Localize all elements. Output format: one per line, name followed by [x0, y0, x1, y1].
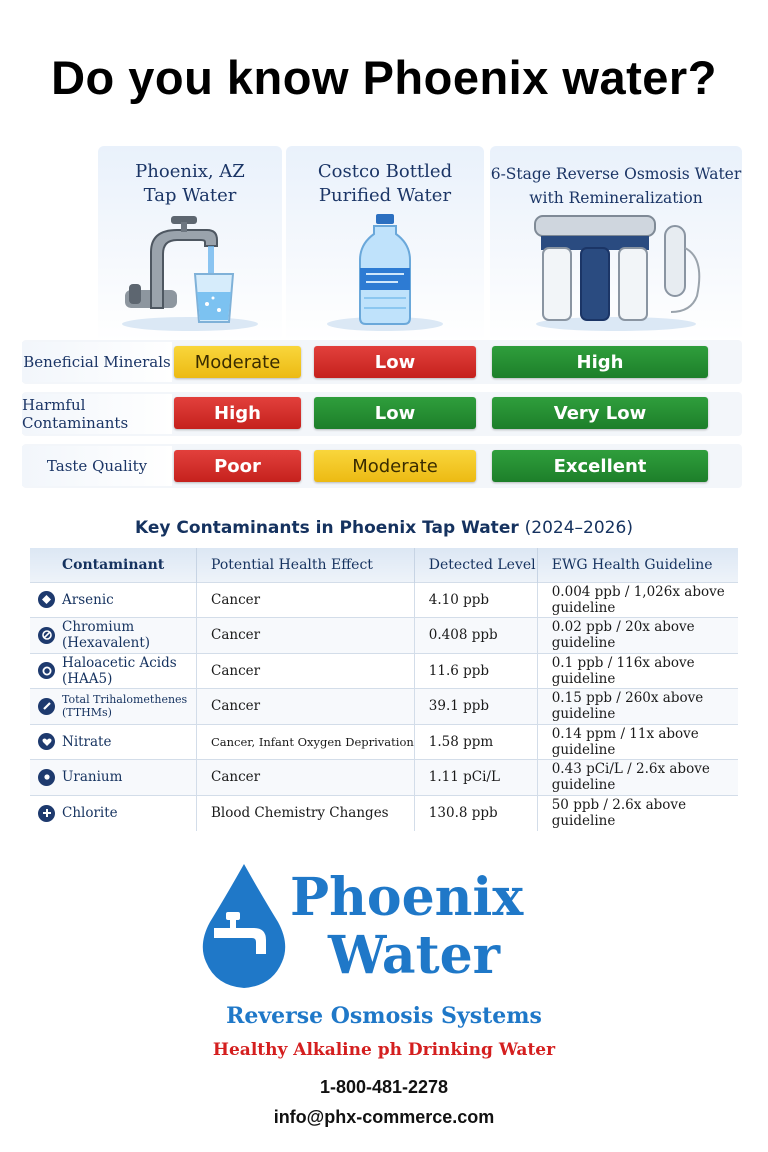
table-title	[0, 518, 768, 538]
table-title-text: Key Contaminants in Phoenix Tap Water	[135, 518, 519, 538]
detected-level: 130.8 ppb	[414, 795, 537, 831]
table-row	[30, 618, 738, 654]
ewg-guideline: 0.15 ppb / 260x above guideline	[537, 689, 738, 725]
column-header: Potential Health Effect	[197, 548, 415, 582]
ewg-guideline: 50 ppb / 2.6x above guideline	[537, 795, 738, 831]
ring-icon	[38, 662, 55, 679]
detected-level: 11.6 ppb	[414, 653, 537, 689]
table-row	[30, 653, 738, 689]
heart-icon	[38, 733, 55, 750]
email-address[interactable]: info@phx-commerce.com	[273, 1107, 495, 1127]
detected-level: 1.11 pCi/L	[414, 760, 537, 796]
column-title-line1: 6-Stage Reverse Osmosis Water	[490, 165, 742, 183]
table-header-row	[30, 548, 738, 582]
health-effect: Cancer	[197, 760, 415, 796]
detected-level: 1.58 ppm	[414, 724, 537, 760]
rating-pill: High	[174, 397, 301, 429]
health-effect: Blood Chemistry Changes	[197, 795, 415, 831]
rating-pill: Moderate	[314, 450, 476, 482]
table-row	[30, 689, 738, 725]
column-title-line2: Purified Water	[318, 185, 452, 206]
dot-icon	[38, 769, 55, 786]
column-title-line2: Tap Water	[143, 185, 237, 206]
plus-icon	[38, 805, 55, 822]
phone-number[interactable]: 1-800-481-2278	[319, 1077, 449, 1097]
detected-level: 0.408 ppb	[414, 618, 537, 654]
brand-name-line1: Phoenix	[290, 867, 524, 928]
health-effect: Cancer, Infant Oxygen Deprivation	[197, 724, 415, 760]
contaminant-name: Nitrate	[62, 733, 112, 750]
ewg-guideline: 0.43 pCi/L / 2.6x above guideline	[537, 760, 738, 796]
table-row	[30, 582, 738, 618]
slash-circle-icon	[38, 698, 55, 715]
health-effect: Cancer	[197, 653, 415, 689]
column-bottled-water	[286, 146, 484, 342]
brand-name-line2: Water	[328, 925, 501, 986]
rating-pill: Low	[314, 397, 476, 429]
ewg-guideline: 0.14 ppm / 11x above guideline	[537, 724, 738, 760]
rating-pill: High	[492, 346, 708, 378]
water-drop-faucet-icon	[200, 862, 288, 990]
ewg-guideline: 0.1 ppb / 116x above guideline	[537, 653, 738, 689]
faucet-icon	[98, 212, 282, 332]
rating-pill: Moderate	[174, 346, 301, 378]
slash-circle-icon	[38, 627, 55, 644]
column-tap-water	[98, 146, 282, 342]
rating-pill: Excellent	[492, 450, 708, 482]
row-label: Beneficial Minerals	[22, 342, 172, 382]
row-label: Harmful Contaminants	[22, 394, 172, 434]
column-header: Detected Level	[414, 548, 537, 582]
brand-logo	[196, 862, 576, 992]
contaminants-table	[30, 548, 738, 831]
contaminant-name: Chlorite	[62, 805, 118, 821]
column-title-line1: Phoenix, AZ	[135, 161, 245, 182]
table-row	[30, 724, 738, 760]
column-ro-water	[490, 146, 742, 342]
brand-subtagline: Healthy Alkaline ph Drinking Water	[212, 1040, 556, 1060]
headline: Do you know Phoenix water?	[51, 51, 717, 104]
column-header: EWG Health Guideline	[537, 548, 738, 582]
ro-filter-system-icon	[490, 208, 742, 332]
detected-level: 39.1 ppb	[414, 689, 537, 725]
contaminant-name: Haloacetic Acids (HAA5)	[62, 654, 177, 687]
rating-pill: Very Low	[492, 397, 708, 429]
health-effect: Cancer	[197, 618, 415, 654]
ewg-guideline: 0.02 ppb / 20x above guideline	[537, 618, 738, 654]
column-title-line1: Costco Bottled	[317, 161, 453, 182]
water-bottle-icon	[286, 212, 484, 332]
table-title-years: (2024–2026)	[524, 518, 633, 538]
contaminant-name: Total Trihalomethenes (TTHMs)	[62, 693, 188, 720]
rating-pill: Low	[314, 346, 476, 378]
table-row	[30, 760, 738, 796]
row-label: Taste Quality	[22, 446, 172, 486]
rating-pill: Poor	[174, 450, 301, 482]
column-header: Contaminant	[30, 548, 197, 582]
contaminant-name: Uranium	[62, 769, 123, 786]
contaminant-name: Chromium (Hexavalent)	[62, 619, 151, 652]
column-title-line2: with Remineralization	[529, 189, 703, 207]
table-row	[30, 795, 738, 831]
ewg-guideline: 0.004 ppb / 1,026x above guideline	[537, 582, 738, 618]
detected-level: 4.10 ppb	[414, 582, 537, 618]
contaminant-name: Arsenic	[62, 591, 114, 608]
health-effect: Cancer	[197, 582, 415, 618]
comparison-section	[22, 140, 742, 490]
brand-tagline: Reverse Osmosis Systems	[226, 1003, 542, 1029]
diamond-icon	[38, 591, 55, 608]
health-effect: Cancer	[197, 689, 415, 725]
